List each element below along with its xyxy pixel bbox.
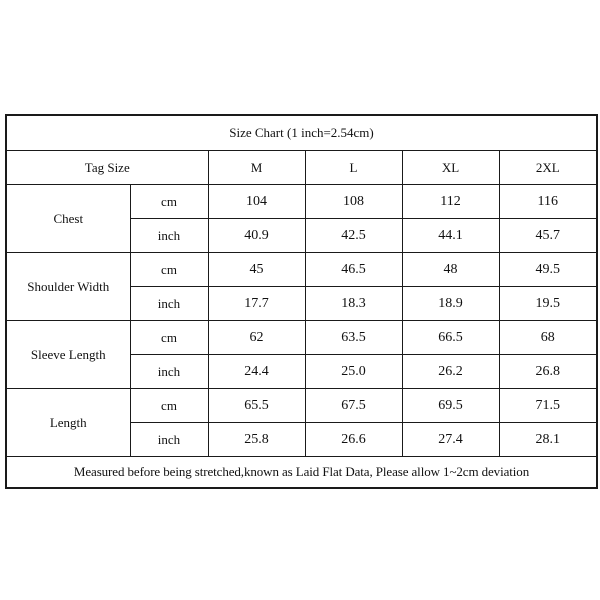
value-cell: 27.4: [402, 423, 499, 457]
size-header-xl: XL: [402, 151, 499, 185]
value-cell: 26.8: [499, 355, 597, 389]
header-row: [6, 151, 597, 185]
unit-label: cm: [130, 389, 208, 423]
unit-label: inch: [130, 355, 208, 389]
footnote-row: [6, 457, 597, 489]
size-header-2xl: 2XL: [499, 151, 597, 185]
table-row: [6, 185, 597, 219]
value-cell: 62: [208, 321, 305, 355]
value-cell: 40.9: [208, 219, 305, 253]
unit-label: inch: [130, 287, 208, 321]
unit-label: inch: [130, 423, 208, 457]
value-cell: 17.7: [208, 287, 305, 321]
value-cell: 42.5: [305, 219, 402, 253]
value-cell: 112: [402, 185, 499, 219]
measurement-label-length: Length: [6, 389, 130, 457]
value-cell: 26.6: [305, 423, 402, 457]
value-cell: 28.1: [499, 423, 597, 457]
value-cell: 45: [208, 253, 305, 287]
value-cell: 104: [208, 185, 305, 219]
value-cell: 25.8: [208, 423, 305, 457]
value-cell: 68: [499, 321, 597, 355]
table-row: [6, 321, 597, 355]
value-cell: 49.5: [499, 253, 597, 287]
measurement-label-chest: Chest: [6, 185, 130, 253]
value-cell: 67.5: [305, 389, 402, 423]
value-cell: 45.7: [499, 219, 597, 253]
value-cell: 66.5: [402, 321, 499, 355]
size-header-l: L: [305, 151, 402, 185]
title-row: [6, 115, 597, 151]
value-cell: 24.4: [208, 355, 305, 389]
unit-label: cm: [130, 321, 208, 355]
table-row: [6, 389, 597, 423]
measurement-label-sleeve-length: Sleeve Length: [6, 321, 130, 389]
size-header-m: M: [208, 151, 305, 185]
size-chart-table: [5, 114, 598, 489]
tag-size-header: Tag Size: [6, 151, 208, 185]
value-cell: 48: [402, 253, 499, 287]
value-cell: 46.5: [305, 253, 402, 287]
value-cell: 26.2: [402, 355, 499, 389]
value-cell: 18.9: [402, 287, 499, 321]
value-cell: 19.5: [499, 287, 597, 321]
measurement-label-shoulder-width: Shoulder Width: [6, 253, 130, 321]
unit-label: cm: [130, 253, 208, 287]
value-cell: 69.5: [402, 389, 499, 423]
value-cell: 63.5: [305, 321, 402, 355]
value-cell: 44.1: [402, 219, 499, 253]
value-cell: 65.5: [208, 389, 305, 423]
value-cell: 108: [305, 185, 402, 219]
value-cell: 116: [499, 185, 597, 219]
unit-label: inch: [130, 219, 208, 253]
chart-title: Size Chart (1 inch=2.54cm): [6, 115, 597, 151]
unit-label: cm: [130, 185, 208, 219]
value-cell: 18.3: [305, 287, 402, 321]
table-row: [6, 253, 597, 287]
footnote: Measured before being stretched,known as Laid Flat Data, Please allow 1~2cm deviation: [6, 457, 597, 489]
value-cell: 25.0: [305, 355, 402, 389]
value-cell: 71.5: [499, 389, 597, 423]
